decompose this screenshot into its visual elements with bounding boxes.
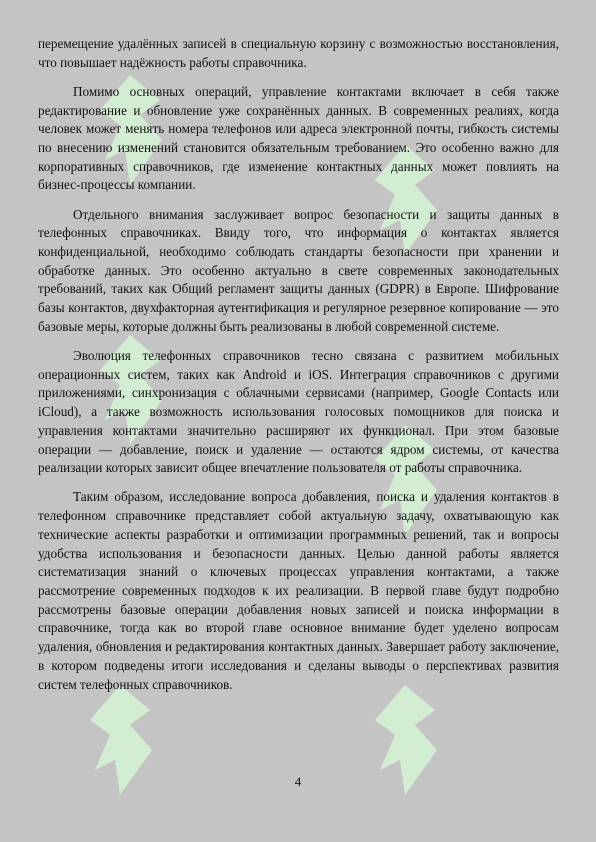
body-text: [38, 35, 559, 705]
paragraph: Отдельного внимания заслуживает вопрос безопасности и защиты данных в телефонных справочниках. Ввиду того, что информация о контактах является конфиденциальной, необходимо соблюдать стандарты безопасности при хранении и обработке данных. Это особенно актуально в свете современных законодательных требований, таких как Общий регламент защиты данных (GDPR) в Европе. Шифрование базы контактов, двухфакторная аутентификация и регулярное резервное копирование — это базовые меры, которые должны быть реализованы в любой современной системе.: [38, 206, 559, 334]
page-number: 4: [294, 774, 302, 789]
paragraph: перемещение удалённых записей в специальную корзину с возможностью восстановления, что повышает надёжность работы справочника.: [38, 36, 559, 70]
paragraph: Эволюция телефонных справочников тесно связана с развитием мобильных операционных систем, таких как Android и iOS. Интеграция справочников с другими приложениями, синхронизация с облачными сервисами (например, Google Contacts или iCloud), а также возможность использования голосовых помощников для поиска и управления контактами значительно расширяют их функционал. При этом базовые операции — добавление, поиск и удаление — остаются ядром системы, от качества реализации которых зависит общее впечатление пользователя от работы справочника.: [38, 348, 559, 476]
paragraph: Помимо основных операций, управление контактами включает в себя также редактирование и обновление уже сохранённых данных. В современных реалиях, когда человек может менять номера телефонов или адреса электронной почты, гибкость системы по внесению изменений становится обязательным требованием. Это особенно важно для корпоративных справочников, где изменение контактных данных может повлиять на бизнес-процессы компании.: [38, 83, 559, 193]
paragraph: Таким образом, исследование вопроса добавления, поиска и удаления контактов в телефонном справочнике представляет собой актуальную задачу, охватывающую как технические аспекты разработки и оптимизации программных решений, так и вопросы удобства использования и безопасности данных. Целью данной работы является систематизация знаний о ключевых процессах управления контактами, а также рассмотрение современных подходов к их реализации. В первой главе будут подробно рассмотрены базовые операции добавления новых записей и поиска информации в справочнике, тогда как во второй главе основное внимание будет уделено вопросам удаления, обновления и редактирования контактных данных. Завершает работу заключение, в котором подведены итоги исследования и сделаны выводы о перспективах развития систем телефонных справочников.: [38, 489, 559, 692]
